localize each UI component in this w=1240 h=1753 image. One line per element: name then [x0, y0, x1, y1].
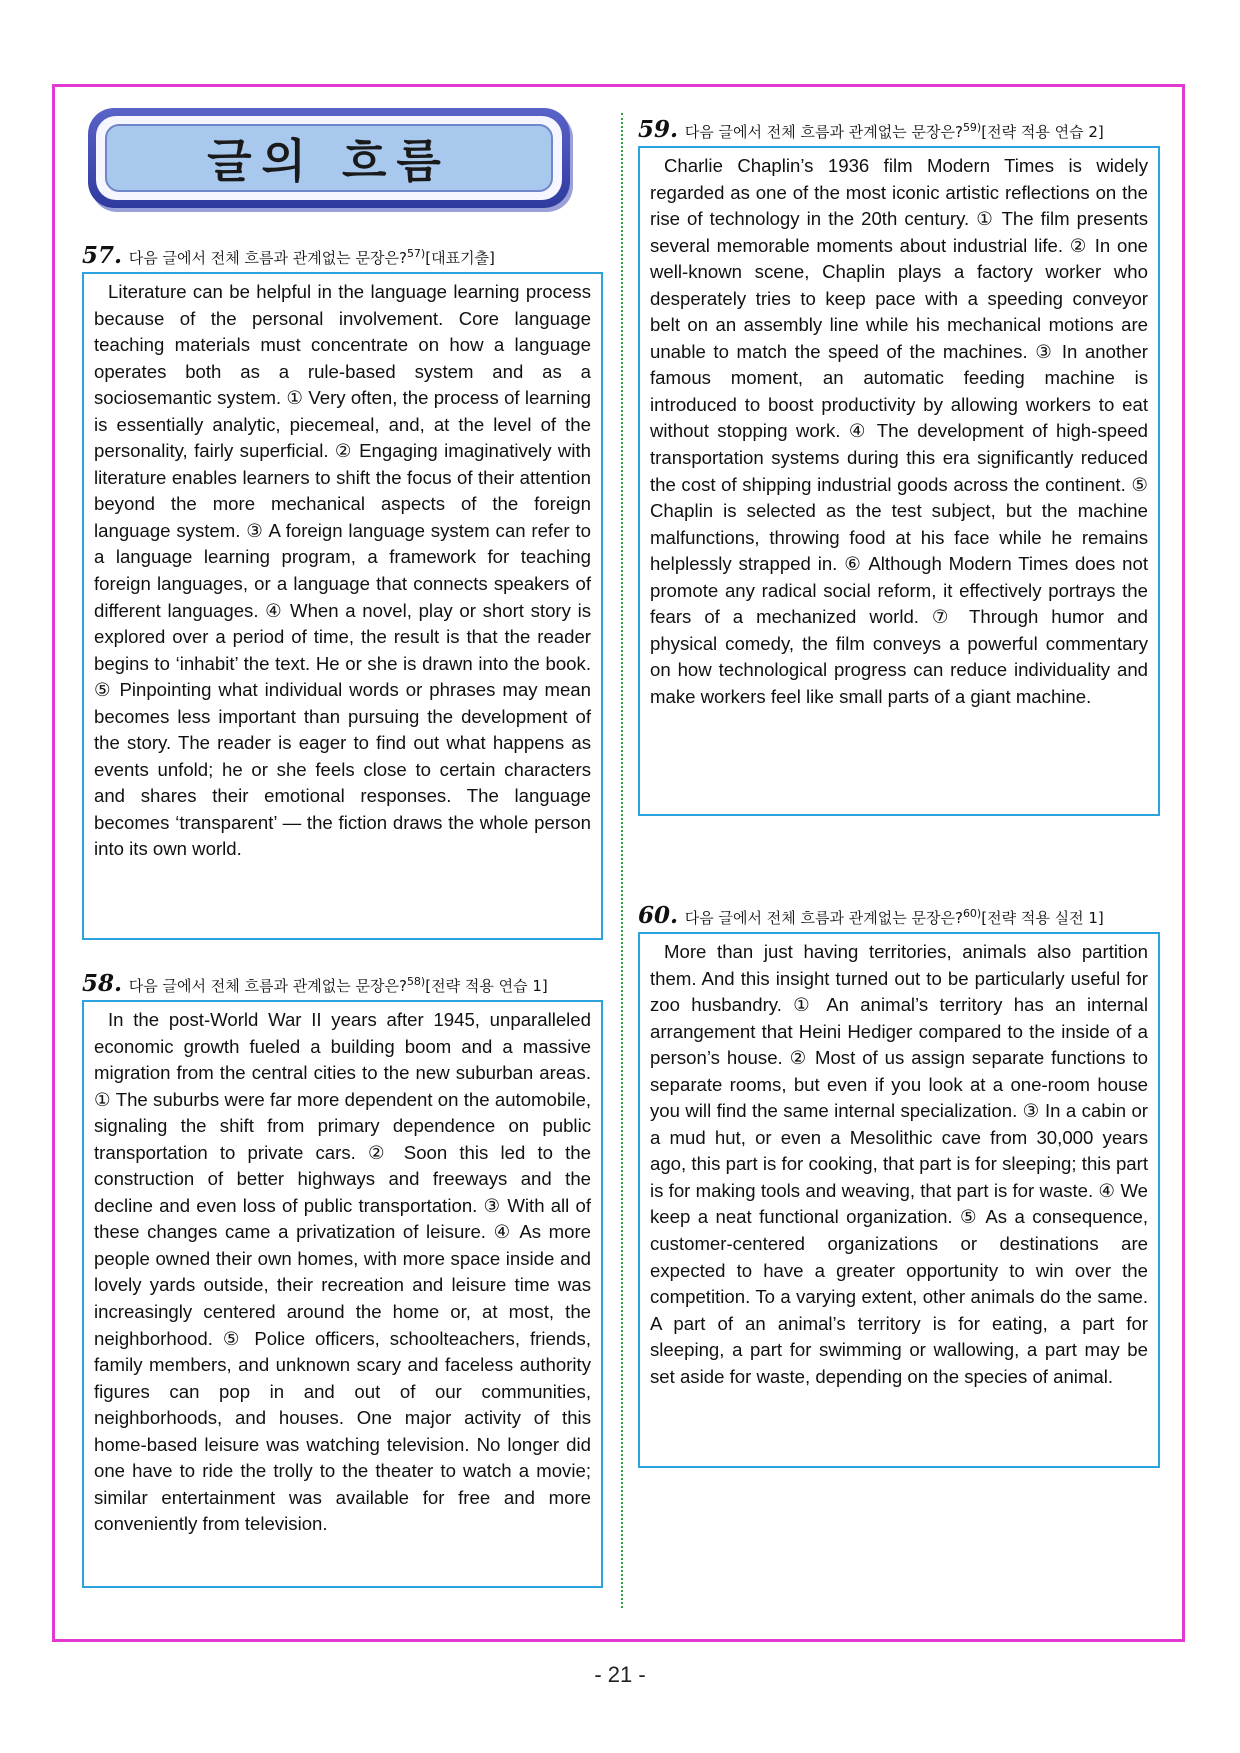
column-divider	[621, 113, 623, 1608]
question-source: [전략 적용 실전 1]	[981, 909, 1104, 927]
question-60-passage-box	[638, 932, 1160, 1468]
page-number: - 21 -	[594, 1662, 646, 1687]
section-banner	[88, 108, 570, 208]
question-58-header	[82, 970, 548, 997]
question-58-passage: In the post-World War II years after 1945, unparalleled economic growth fueled a building boom and a massive migration from the central cities to the new suburban areas. ① The suburbs were far more dependent on the automobile, signaling the shift from primary dependence on public transportation to private cars. ② Soon this led to the construction of better highways and freeways and the decline and even loss of public transportation. ③ With all of these changes came a privatization of leisure. ④ As more people owned their own homes, with more space inside and lovely yards outside, their recreation and leisure time was increasingly centered around the home or, at most, the neighborhood. ⑤ Police officers, schoolteachers, friends, family members, and unknown scary and faceless authority figures can pop in and out of our communities, neighborhoods, and houses. One major activity of this home-based leisure was watching television. No longer did one have to ride the trolly to the theater to watch a movie; similar entertainment was available for free and more conveniently from television.	[94, 1009, 591, 1535]
banner-inner	[96, 116, 562, 200]
question-59-passage-box	[638, 146, 1160, 816]
question-prompt: 다음 글에서 전체 흐름과 관계없는 문장은?	[684, 123, 963, 141]
question-58-passage-box	[82, 1000, 603, 1588]
question-prompt: 다음 글에서 전체 흐름과 관계없는 문장은?	[684, 909, 963, 927]
question-number: 58.	[82, 970, 123, 997]
question-59-passage: Charlie Chaplin’s 1936 film Modern Times is widely regarded as one of the most iconic artistic reflections on the rise of technology in the 20th century. ① The film presents several memorable moments about industrial life. ② In one well-known scene, Chaplin plays a factory worker who desperately tries to keep pace with a speeding conveyor belt on an assembly line while his mechanical motions are unable to match the speed of the machines. ③ In another famous moment, an automatic feeding machine is introduced to boost productivity by allowing workers to eat without stopping work. ④ The development of high-speed transportation systems during this era significantly reduced the cost of shipping industrial goods across the continent. ⑤ Chaplin is selected as the test subject, but the machine malfunctions, throwing food at his face while he remains helplessly strapped in. ⑥ Although Modern Times does not promote any radical social reform, it effectively portrays the fears of a mechanized world. ⑦ Through humor and physical comedy, the film conveys a powerful commentary on how technological progress can reduce individuality and make workers feel like small parts of a giant machine.	[650, 155, 1148, 707]
question-number: 60.	[638, 902, 679, 929]
question-prompt: 다음 글에서 전체 흐름과 관계없는 문장은?	[128, 249, 407, 267]
question-60-passage: More than just having territories, animals also partition them. And this insight turned out to be particularly useful for zoo husbandry. ① An animal’s territory has an internal arrangement that Heini Hediger compared to the inside of a person’s house. ② Most of us assign separate functions to separate rooms, but even if you look at a one-room house you will find the same internal specialization. ③ In a cabin or a mud hut, or even a Mesolithic cave from 30,000 years ago, this part is for cooking, that part is for sleeping; this part is for making tools and weaving, that part is for waste. ④ We keep a neat functional organization. ⑤ As a consequence, customer-centered organizations or destinations are expected to have a greater opportunity to win over the competition. To a varying extent, other animals do the same. A part of an animal’s territory is for eating, a part for sleeping, a part for swimming or wallowing, a part may be set aside for waste, depending on the species of animal.	[650, 941, 1148, 1387]
question-57-passage-box	[82, 272, 603, 940]
question-number: 57.	[82, 242, 123, 269]
question-source: [대표기출]	[425, 249, 495, 267]
question-prompt: 다음 글에서 전체 흐름과 관계없는 문장은?	[128, 977, 407, 995]
question-57-header	[82, 242, 495, 269]
question-source: [전략 적용 연습 1]	[425, 977, 548, 995]
question-number: 59.	[638, 116, 679, 143]
footnote-marker: 59)	[962, 121, 982, 134]
question-57-passage: Literature can be helpful in the language learning process because of the personal involvement. Core language teaching materials must concentrate on how a language operates both as a rule-based system and as a sociosemantic system. ① Very often, the process of learning is essentially analytic, piecemeal, and, at the level of the personality, fairly superficial. ② Engaging imaginatively with literature enables learners to shift the focus of their attention beyond the more mechanical aspects of the foreign language system. ③ A foreign language system can refer to a language learning program, a framework for teaching foreign languages, or a language that connects speakers of different languages. ④ When a novel, play or short story is explored over a period of time, the result is that the reader begins to ‘inhabit’ the text. He or she is drawn into the book. ⑤ Pinpointing what individual words or phrases may mean becomes less important than pursuing the development of the story. The reader is eager to find out what happens as events unfold; he or she feels close to certain characters and shares their emotional responses. The language becomes ‘transparent’ — the fiction draws the whole person into its own world.	[94, 281, 591, 860]
question-60-header	[638, 902, 1104, 929]
question-source: [전략 적용 연습 2]	[981, 123, 1104, 141]
banner-core	[105, 124, 553, 192]
section-title: 글의 흐름	[207, 134, 451, 188]
footnote-marker: 58)	[406, 975, 426, 988]
footnote-marker: 60)	[962, 907, 982, 920]
question-59-header	[638, 116, 1104, 143]
footnote-marker: 57)	[406, 247, 426, 260]
